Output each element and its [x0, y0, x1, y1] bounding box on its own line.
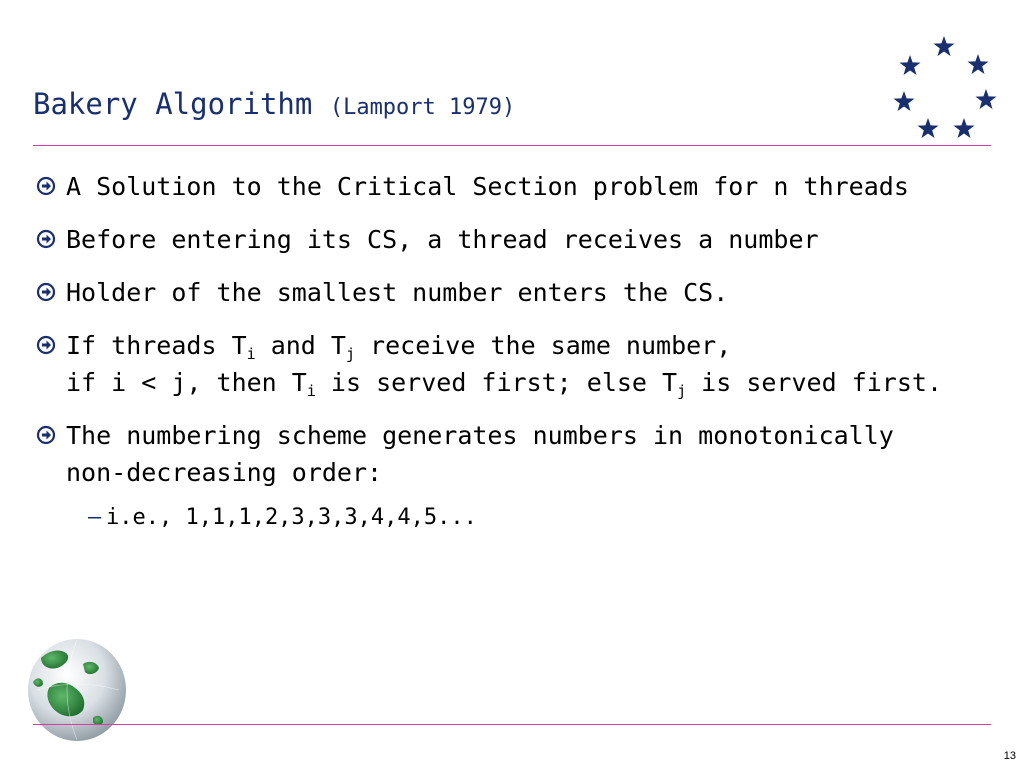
sub-bullet-text: i.e., 1,1,1,2,3,3,3,4,4,5...: [106, 505, 477, 530]
text-run: and T: [255, 331, 346, 360]
star-circle-icon: [886, 32, 1006, 147]
bullet-text-line: The numbering scheme generates numbers in monotonically: [66, 421, 894, 450]
bullet-item: [36, 168, 1006, 205]
title-divider: [33, 145, 991, 146]
bullet-text: Holder of the smallest number enters the CS.: [66, 278, 729, 307]
bullet-text-line: [66, 327, 1006, 364]
subscript: j: [345, 345, 355, 363]
bullet-text-line: [66, 364, 1006, 401]
bullet-text: Before entering its CS, a thread receives a number: [66, 225, 819, 254]
bullet-item: [36, 274, 1006, 311]
subscript: i: [306, 382, 316, 400]
text-run: receive the same number,: [355, 331, 732, 360]
star-icon: [894, 91, 915, 111]
bullet-item: [36, 221, 1006, 258]
circled-arrow-icon: [36, 282, 56, 302]
circled-arrow-icon: [36, 229, 56, 249]
star-icon: [934, 36, 955, 56]
star-icon: [918, 118, 939, 138]
text-run: if i < j, then T: [66, 368, 307, 397]
subscript: i: [246, 345, 256, 363]
circled-arrow-icon: [36, 176, 56, 196]
circled-arrow-icon: [36, 425, 56, 445]
star-icon: [968, 54, 989, 74]
text-run: is served first; else T: [315, 368, 678, 397]
text-run: If threads T: [66, 331, 247, 360]
title-main: Bakery Algorithm: [33, 87, 313, 121]
dash-marker: –: [88, 505, 102, 530]
star-icon: [954, 118, 975, 138]
slide-title: [33, 84, 515, 128]
bullet-text: A Solution to the Critical Section problem for n threads: [66, 172, 909, 201]
star-icon: [976, 89, 997, 109]
subscript: j: [677, 382, 687, 400]
bullet-item: [36, 327, 1006, 401]
globe-icon: [27, 638, 127, 742]
text-run: is served first.: [686, 368, 942, 397]
title-subtitle: (Lamport 1979): [329, 95, 516, 120]
circled-arrow-icon: [36, 335, 56, 355]
star-icon: [900, 55, 921, 75]
sub-bullet-item: [36, 501, 1006, 535]
bullet-list: [36, 168, 1006, 535]
page-number: 13: [1003, 750, 1016, 762]
bullet-item: [36, 417, 1006, 491]
footer-divider: [33, 724, 991, 725]
bullet-text-line: non-decreasing order:: [66, 458, 383, 487]
